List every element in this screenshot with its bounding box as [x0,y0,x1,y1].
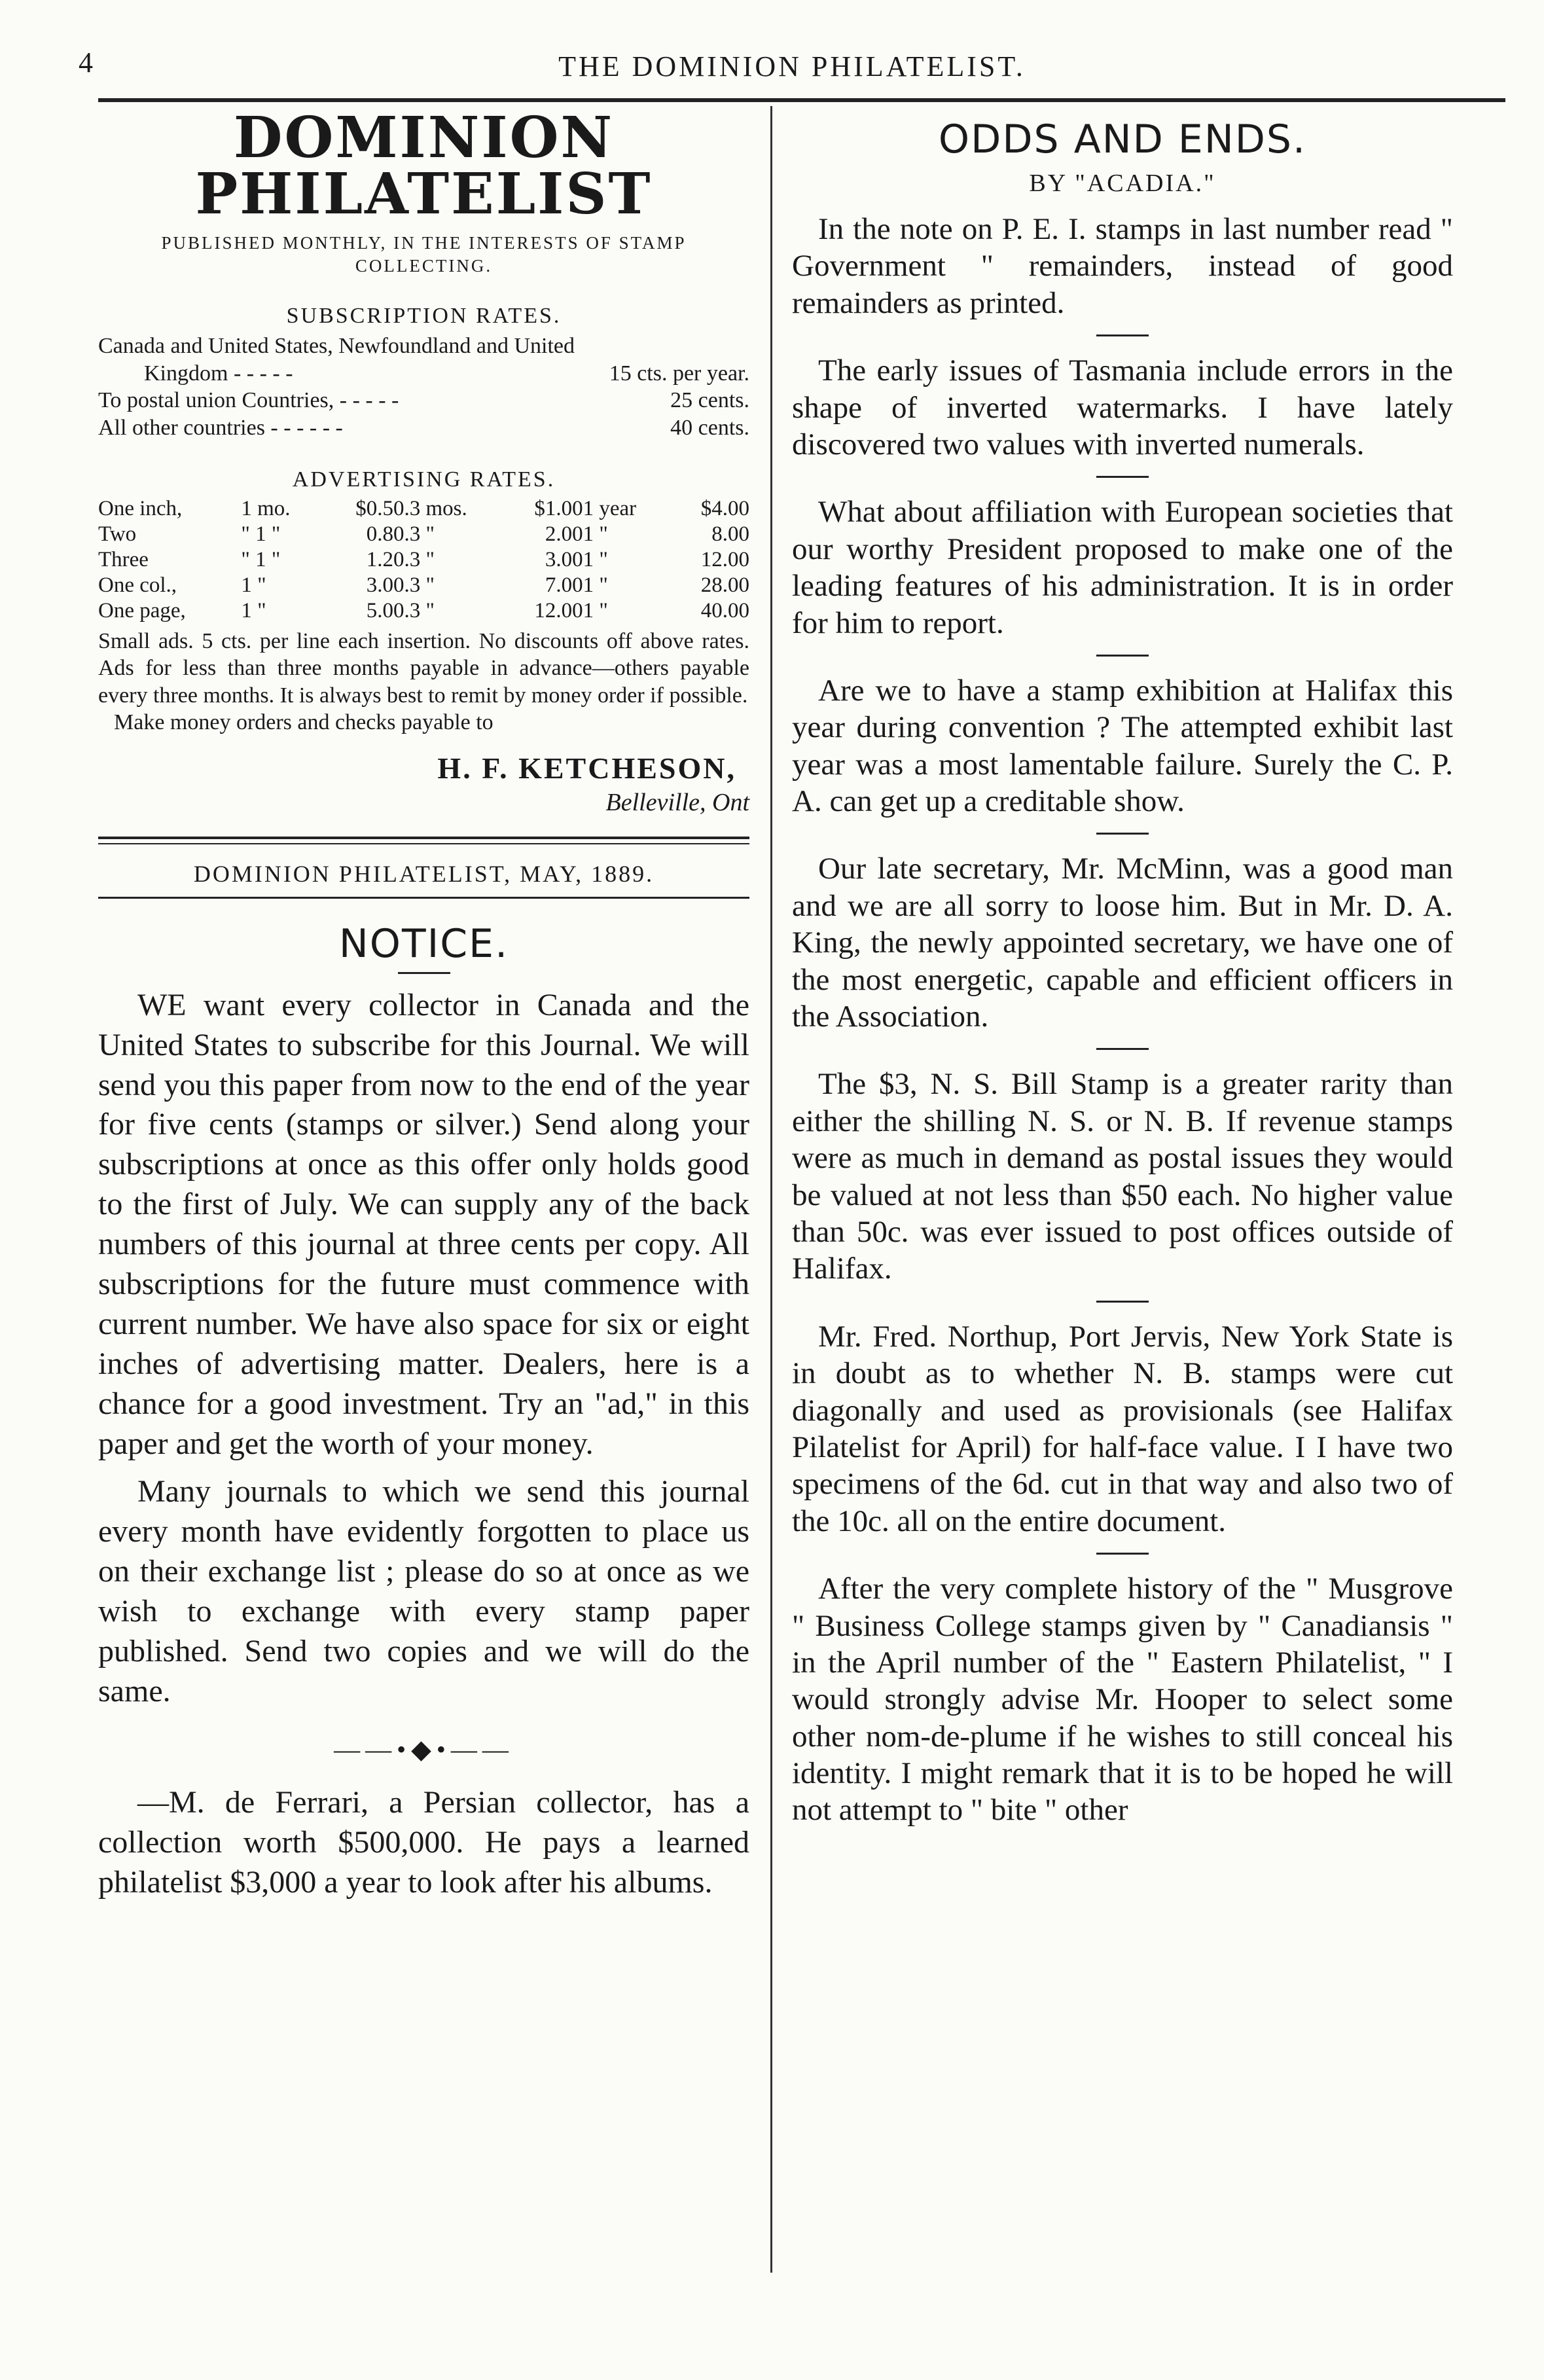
advertising-cell: $4.00 [700,497,749,521]
advertising-cell: 1 mo. [241,497,291,521]
odds-and-ends-paragraph: After the very complete history of the " Musgrove " Business College stamps given by " Canadiansis " in the April number of the " Eastern Philatelist, " I would strongly advise Mr. Hooper to select some other nom-de-plume if he wishes to still conceal his identity. I might remark that it is to be hoped he will not attempt to " bite " other [792,1572,1453,1828]
odds-and-ends-paragraph: In the note on P. E. I. stamps in last number read " Government " remainders, instead of good remainders as printed. [792,212,1453,320]
advertising-cell: One inch, [98,497,183,521]
advertising-cell: 8.00 [711,522,749,546]
advertising-cell: 3 mos. [409,497,467,521]
advertising-row [98,496,749,522]
subscription-rates [98,333,749,441]
advertising-cell: 1 " [583,547,608,571]
notice-title: NOTICE. [338,920,509,967]
advertising-cell: $0.50. [355,497,410,521]
item-separator [1096,833,1149,835]
odds-and-ends-paragraph: Mr. Fred. Northup, Port Jervis, New York State is in doubt as to whether N. B. stamps were cut diagonally and used as provisionals (see Halifax Pilatelist for April) for half-face value. I I have two specimens of the 6d. cut in that way and also two of the 10c. all on the entire document. [792,1319,1453,1538]
advertising-cell: 3 " [409,573,435,597]
item-separator [1096,334,1149,336]
subscription-label: To postal union Countries, - - - - - [98,388,399,413]
advertising-cell: 12.00 [534,598,583,622]
ad-terms: Small ads. 5 cts. per line each insertion. No discounts off above rates. Ads for less than three months payable in advance—others payable every three months. It is always best to remit by money order if possible. [98,628,749,708]
advertising-cell: 1.20. [366,547,410,571]
advertising-cell: 1 " [583,522,608,546]
subscription-heading: SUBSCRIPTION RATES. [286,304,562,329]
publication-line: PUBLISHED MONTHLY, IN THE INTERESTS OF STAMP COLLECTING. [161,233,687,276]
advertising-cell: 1 " [241,573,266,597]
advertising-rates-table [98,496,749,624]
advertising-cell: 40.00 [700,598,749,622]
odds-and-ends-paragraph: Are we to have a stamp exhibition at Halifax this year during convention ? The attempted exhibit last year was a most lamentable failure. Surely the C. P. A. can get up a creditable show. [792,673,1453,819]
advertising-cell: 1 " [583,573,608,597]
advertising-row [98,573,749,598]
advertising-cell: $1.00 [534,497,583,521]
subscription-value: 40 cents. [670,415,749,440]
advertising-cell: 3.00. [366,573,410,597]
subscription-label: Canada and United States, Newfoundland and United [98,334,575,359]
byline: BY "ACADIA." [1029,170,1216,197]
advertising-row [98,598,749,624]
running-title: THE DOMINION PHILATELIST. [558,50,1026,82]
odds-and-ends-title: ODDS AND ENDS. [938,117,1307,162]
odds-and-ends-paragraph: The $3, N. S. Bill Stamp is a greater rarity than either the shilling N. S. or N. B. If revenue stamps were as much in demand as postal issues they would be valued at not less than $50 each. No higher value than 50c. was ever issued to post offices outside of Halifax. [792,1067,1453,1286]
advertising-cell: 2.00 [545,522,583,546]
advertising-cell: 3.00 [545,547,583,571]
advertising-cell: " 1 " [241,547,281,571]
page-number: 4 [79,46,93,79]
advertising-cell: 5.00. [366,598,410,622]
subscription-line [98,387,749,414]
subscription-value: 15 cts. per year. [609,361,749,386]
advertising-heading: ADVERTISING RATES. [292,467,556,492]
advertising-cell: One page, [98,598,186,622]
advertising-cell: " 1 " [241,522,281,546]
subscription-label: All other countries - - - - - - [98,415,343,440]
masthead: DOMINION PHILATELIST [195,105,653,227]
double-rule [98,837,749,844]
item-separator [1096,1048,1149,1050]
notice-paragraph-1: WE want every collector in Canada and the United States to subscribe for this Journal. We will send you this paper from now to the end of the year for five cents (stamps or silver.) Send along your subscriptions at once as this offer only holds good to the first of July. We can supply any of the back numbers of this journal at three cents per copy. All subscriptions for the future must commence with current number. We have also space for six or eight inches of advertising matter. Dealers, here is a chance for a good investment. Try an "ad," in this paper and get the worth of your money. [98,987,749,1462]
title-rule [398,972,450,974]
left-column [98,105,749,1903]
subscription-line [98,333,749,359]
advertising-cell: 7.00 [545,573,583,597]
ferrari-paragraph: —M. de Ferrari, a Persian collector, has a collection worth $500,000. He pays a learned philatelist $3,000 a year to look after his albums. [98,1784,749,1900]
right-column [792,110,1453,1829]
column-divider [770,106,772,2273]
publisher-name: H. F. KETCHESON, [437,751,736,785]
odds-and-ends-paragraph: Our late secretary, Mr. McMinn, was a good man and we are all sorry to loose him. But in Mr. D. A. King, the newly appointed secretary, we have one of the most energetic, capable and efficient officers in the Association. [792,852,1453,1034]
payable-to-note: Make money orders and checks payable to [114,710,494,735]
subscription-label: Kingdom - - - - - [144,361,293,386]
notice-paragraph-2: Many journals to which we send this journal every month have evidently forgotten to place us on their exchange list ; please do so at once as we wish to exchange with every stamp paper published. Send two copies and we will do the same. [98,1474,749,1708]
publisher-place: Belleville, Ont [605,788,749,816]
item-separator [1096,1553,1149,1555]
advertising-cell: 3 " [409,598,435,622]
advertising-cell: One col., [98,573,177,597]
advertising-cell: 28.00 [700,573,749,597]
header-rule [98,98,1505,102]
advertising-cell: Two [98,522,137,546]
subscription-line [98,360,749,387]
odds-and-ends-items [792,211,1453,1829]
advertising-cell: 1 " [241,598,266,622]
ornament-divider: ——•◆•—— [334,1734,514,1764]
item-separator [1096,1301,1149,1303]
item-separator [1096,476,1149,478]
odds-and-ends-paragraph: The early issues of Tasmania include errors in the shape of inverted watermarks. I have lately discovered two values with inverted numerals. [792,353,1453,461]
advertising-cell: 1 year [583,497,637,521]
item-separator [1096,655,1149,657]
advertising-row [98,522,749,547]
advertising-cell: 1 " [583,598,608,622]
subscription-line [98,414,749,441]
advertising-row [98,547,749,573]
advertising-cell: 0.80. [366,522,410,546]
advertising-cell: 12.00 [700,547,749,571]
issue-dateline: DOMINION PHILATELIST, MAY, 1889. [193,860,655,887]
advertising-cell: 3 " [409,547,435,571]
dateline-rule [98,897,749,899]
page-header [79,46,1505,92]
advertising-cell: Three [98,547,149,571]
odds-and-ends-paragraph: What about affiliation with European societies that our worthy President proposed to make one of the leading features of his administration. It is in order for him to report. [792,495,1453,640]
subscription-value: 25 cents. [670,388,749,413]
advertising-cell: 3 " [409,522,435,546]
